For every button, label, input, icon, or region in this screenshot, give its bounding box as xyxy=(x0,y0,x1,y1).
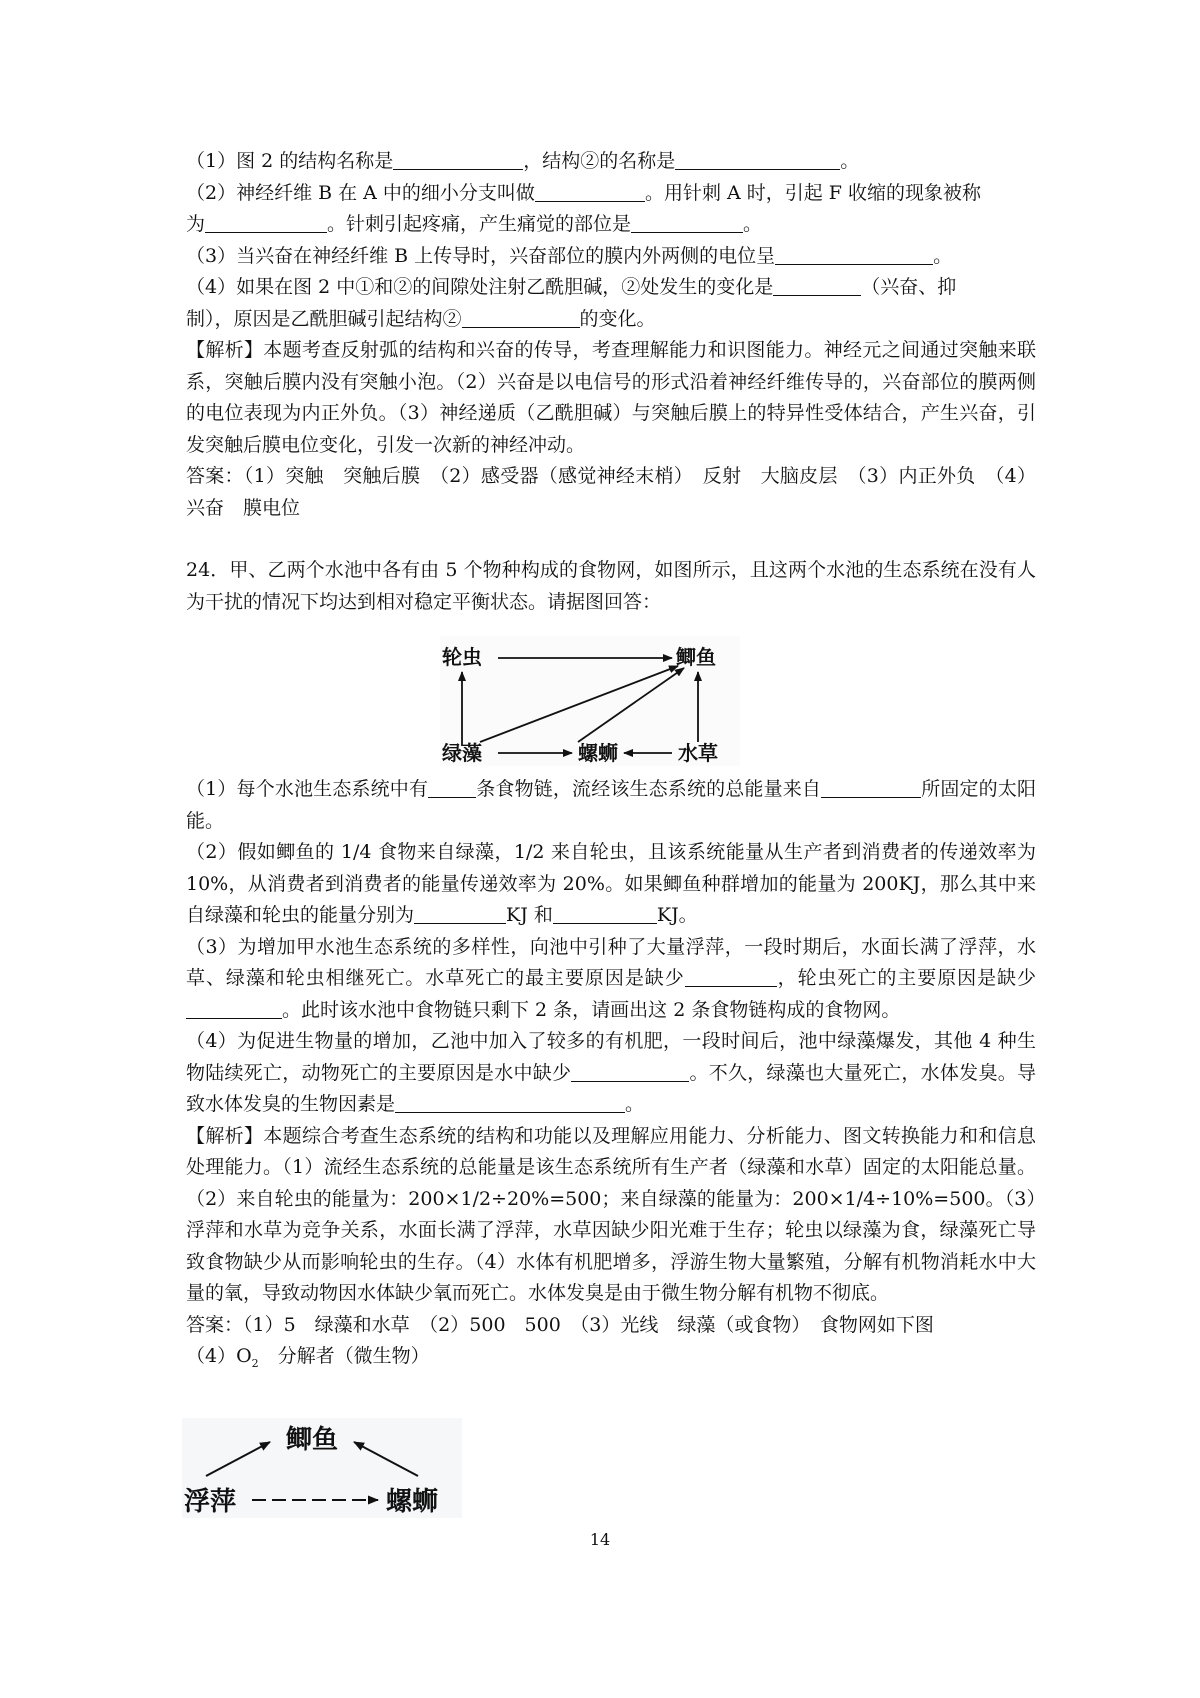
q24-text: KJ。 xyxy=(656,904,698,926)
q23-line-3 xyxy=(186,209,1036,241)
answer-blank xyxy=(205,212,327,233)
q24-text: （3）为增加甲水池生态系统的多样性，向池中引种了大量浮萍，一段时期后，水面长满了浮萍，水草、绿藻和轮虫相继死亡。水草死亡的最主要原因是缺少 xyxy=(186,935,1036,989)
q23-text: 。 xyxy=(840,150,860,172)
q24-analysis: 【解析】本题综合考查生态系统的结构和功能以及理解应用能力、分析能力、图文转换能力和和信息处理能力。（1）流经生态系统的总能量是该生态系统所有生产者（绿藻和水草）固定的太阳能总量。（2）来自轮虫的能量为：200×1/2÷20%=500；来自绿藻的能量为：200×1/4÷10%=500。（3）浮萍和水草为竞争关系，水面长满了浮萍，水草因缺少阳光难于生存；轮虫以绿藻为食，绿藻死亡导致食物缺少从而影响轮虫的生存。（4）水体有机肥增多，浮游生物大量繁殖，分解有机物消耗水中大量的氧，导致动物因水体缺少氧而死亡。水体发臭是由于微生物分解有机物不彻底。 xyxy=(186,1124,1036,1304)
answer-blank xyxy=(535,181,645,202)
answer-blank xyxy=(773,275,861,296)
label-luosi: 螺蛳 xyxy=(578,741,618,765)
answer-blank xyxy=(553,903,657,924)
q24-text: （4）为促进生物量的增加，乙池中加入了较多的有机肥，一段时间后，池中绿藻爆发，其他 4 种生物陆续死亡，动物死亡的主要原因是水中缺少 xyxy=(186,1030,1036,1084)
q23-line-4 xyxy=(186,241,1036,273)
subscript: 2 xyxy=(251,1356,259,1370)
q23-text: （4）如果在图 2 中①和②的间隙处注射乙酰胆碱，②处发生的变化是 xyxy=(186,276,774,298)
label-fuping: 浮萍 xyxy=(184,1487,237,1517)
label-shuicao: 水草 xyxy=(678,741,718,765)
q24-text: 。 xyxy=(625,1093,645,1115)
q23-text: 为 xyxy=(186,213,206,235)
q23-line-2 xyxy=(186,178,1036,210)
q24-answer-line-2 xyxy=(186,1341,1036,1379)
answer-blank xyxy=(462,307,580,328)
label-lunchong: 轮虫 xyxy=(442,645,482,669)
q23-line-5 xyxy=(186,272,1036,304)
q23-text: 制），原因是乙酰胆碱引起结构② xyxy=(186,307,462,330)
answer-blank xyxy=(186,998,282,1019)
q23-text: （3）当兴奋在神经纤维 B 上传导时，兴奋部位的膜内外两侧的电位呈 xyxy=(186,244,776,267)
page-number: 14 xyxy=(589,1530,611,1549)
q23-text: 。 xyxy=(933,244,953,267)
answer-blank xyxy=(428,777,476,798)
q23-analysis: 【解析】本题考查反射弧的结构和兴奋的传导，考查理解能力和识图能力。神经元之间通过突触来联系，突触后膜内没有突触小泡。（2）兴奋是以电信号的形式沿着神经纤维传导的，兴奋部位的膜两侧的电位表现为内正外负。（3）神经递质（乙酰胆碱）与突触后膜上的特异性受体结合，产生兴奋，引发突触后膜电位变化，引发一次新的神经冲动。 xyxy=(186,339,1036,456)
q24-part-4 xyxy=(186,1026,1036,1121)
answer-blank xyxy=(414,903,506,924)
q24-text: （2）假如鲫鱼的 1/4 食物来自绿藻，1/2 来自轮虫，且该系统能量从生产者到消费者的传递效率为 10%，从消费者到消费者的能量传递效率为 20%。如果鲫鱼种群增加的能量为 200KJ，那么其中来自绿藻和轮虫的能量分别为 xyxy=(186,841,1036,926)
q24-text: 。不久，绿藻也大量死亡，水体发臭。导致水体发臭的生物因素是 xyxy=(186,1061,1036,1115)
label-lvzao: 绿藻 xyxy=(442,741,482,765)
q24-part-3 xyxy=(186,932,1036,1027)
q24-text: 所固定的太阳能。 xyxy=(186,778,1036,832)
q24-text: 条食物链，流经该生态系统的总能量来自 xyxy=(476,778,822,800)
q24-answer-line-1: 答案：（1）5 绿藻和水草 （2）500 500 （3）光线 绿藻（或食物） 食物网如下图 xyxy=(186,1313,934,1336)
answer-blank xyxy=(685,966,777,987)
answer-blank xyxy=(675,149,840,170)
food-web-diagram-1 xyxy=(440,636,740,766)
q24-text: ，轮虫死亡的主要原因是缺少 xyxy=(776,967,1036,989)
q23-text: 。 xyxy=(743,213,763,235)
question-23-block xyxy=(186,146,1036,618)
q23-text: 。针刺引起疼痛，产生痛觉的部位是 xyxy=(327,213,632,235)
label-jiyu: 鲫鱼 xyxy=(676,645,716,669)
food-web-diagram-2 xyxy=(182,1418,462,1518)
q24-text: （1）每个水池生态系统中有 xyxy=(186,778,429,800)
q23-text: 。用针刺 A 时，引起 F 收缩的现象被称 xyxy=(644,181,982,204)
q23-answer: 答案：（1）突触 突触后膜 （2）感受器（感觉神经末梢） 反射 大脑皮层 （3）内正外负 （4）兴奋 膜电位 xyxy=(186,465,1036,519)
label-luosi: 螺蛳 xyxy=(386,1487,439,1517)
answer-blank xyxy=(395,1092,625,1113)
q24-text: 。此时该水池中食物链只剩下 2 条，请画出这 2 条食物链构成的食物网。 xyxy=(282,998,901,1021)
answer-blank xyxy=(393,149,523,170)
answer-blank xyxy=(775,244,933,265)
q24-text: 分解者（微生物） xyxy=(258,1345,430,1367)
answer-blank xyxy=(821,777,921,798)
q23-text: （兴奋、抑 xyxy=(861,276,957,298)
q23-line-1 xyxy=(186,146,1036,178)
q23-line-6 xyxy=(186,304,1036,336)
q24-part-2 xyxy=(186,837,1036,932)
question-24-block xyxy=(186,774,1036,1379)
label-jiyu: 鲫鱼 xyxy=(286,1425,339,1455)
q24-text: KJ 和 xyxy=(506,904,553,926)
answer-blank xyxy=(571,1061,689,1082)
q24-stem: 24．甲、乙两个水池中各有由 5 个物种构成的食物网，如图所示，且这两个水池的生态系统在没有人为干扰的情况下均达到相对稳定平衡状态。请据图回答： xyxy=(186,559,1036,613)
q23-text: 的变化。 xyxy=(579,307,656,330)
q24-text: （4）O xyxy=(186,1345,252,1367)
q23-text: ，结构②的名称是 xyxy=(523,150,676,172)
q23-text: （1）图 2 的结构名称是 xyxy=(186,150,394,172)
q23-text: （2）神经纤维 B 在 A 中的细小分支叫做 xyxy=(186,181,535,204)
answer-blank xyxy=(631,212,743,233)
q24-part-1 xyxy=(186,774,1036,837)
